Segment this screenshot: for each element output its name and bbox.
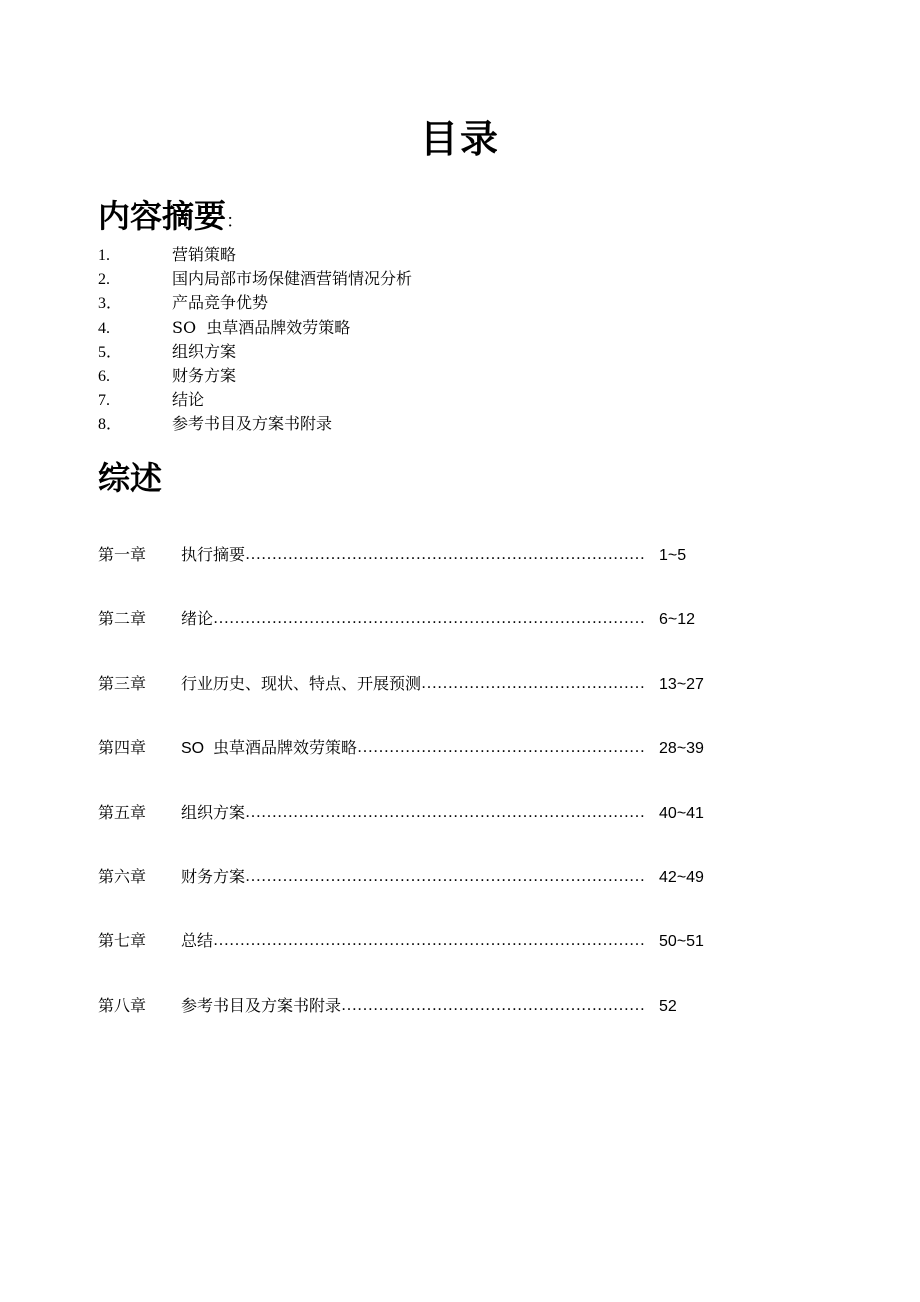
summary-item-text: 参考书目及方案书附录	[172, 414, 333, 434]
toc-chapter-title: 总结	[181, 931, 214, 951]
toc-chapter-title: 执行摘要	[181, 545, 246, 564]
summary-item-number: 1.	[98, 247, 110, 264]
toc-page-range: 50~51	[659, 933, 704, 951]
toc-chapter-title: 行业历史、现状、特点、开展预测	[181, 673, 422, 693]
toc-page-range: 42~49	[659, 868, 704, 886]
toc-chapter-title: 参考书目及方案书附录	[181, 995, 342, 1015]
toc-entry	[98, 541, 738, 605]
toc-page-range: 6~12	[659, 611, 696, 629]
toc-chapter-label: 第四章	[98, 738, 147, 758]
toc-page-range: 40~41	[659, 804, 704, 822]
toc-page-range: 52	[659, 997, 677, 1015]
toc-chapter-label: 第二章	[98, 609, 147, 629]
toc-dot-leader: …………………………………………………………………	[245, 867, 646, 885]
toc-chapter-label: 第三章	[98, 673, 147, 693]
toc-dot-leader: ………………………………………………	[357, 739, 646, 757]
toc-entry	[98, 605, 738, 669]
summary-item	[98, 267, 412, 291]
summary-item-number: 3．	[98, 295, 123, 313]
summary-heading	[98, 197, 245, 235]
summary-item-number: 4.	[98, 319, 110, 337]
summary-item-number: 7.	[98, 392, 110, 410]
toc-dot-leader: …………………………………………………………………	[245, 803, 646, 821]
table-of-contents	[98, 541, 738, 1056]
toc-dot-leader: …………………………………………………………………	[245, 546, 646, 563]
summary-item	[98, 412, 412, 436]
toc-chapter-label: 第八章	[98, 995, 147, 1015]
toc-page-range: 1~5	[659, 547, 687, 564]
summary-list	[98, 243, 412, 437]
toc-chapter-label: 第六章	[98, 866, 147, 886]
summary-item-text: 营销策略	[172, 245, 237, 264]
summary-item	[98, 364, 412, 388]
summary-item	[98, 388, 412, 412]
toc-entry	[98, 927, 738, 991]
toc-chapter-title: 绪论	[181, 609, 214, 629]
summary-item-number: 5．	[98, 343, 123, 361]
toc-dot-leader: ………………………………………………………………………	[213, 610, 646, 628]
summary-item-number: 8．	[98, 416, 123, 434]
summary-item-text: 国内局部市场保健酒营销情况分析	[172, 269, 413, 289]
overview-heading: 综述	[98, 459, 163, 497]
toc-chapter-title: 组织方案	[181, 802, 246, 822]
toc-entry	[98, 992, 738, 1056]
toc-chapter-title: SO 虫草酒品牌效劳策略	[181, 740, 358, 758]
toc-dot-leader: ………………………………………………………………………	[213, 932, 646, 950]
toc-entry	[98, 670, 738, 734]
toc-entry	[98, 863, 738, 927]
summary-heading-colon: ：	[226, 211, 245, 232]
toc-page-range: 28~39	[659, 740, 704, 758]
summary-item-text: 产品竞争优势	[172, 293, 269, 313]
summary-item-text: 组织方案	[172, 341, 237, 361]
summary-item	[98, 340, 412, 364]
toc-entry	[98, 799, 738, 863]
summary-item	[98, 316, 412, 340]
toc-entry	[98, 734, 738, 798]
toc-chapter-title: 财务方案	[181, 866, 246, 886]
toc-chapter-label: 第一章	[98, 545, 147, 564]
summary-item-text: 财务方案	[172, 365, 237, 385]
toc-dot-leader: ……………………………………	[421, 674, 646, 692]
toc-page-range: 13~27	[659, 675, 704, 693]
summary-item	[98, 291, 412, 315]
summary-heading-text: 内容摘要	[98, 197, 227, 235]
summary-item-number: 2.	[98, 271, 110, 289]
toc-dot-leader: …………………………………………………	[341, 996, 646, 1014]
summary-item-number: 6.	[98, 367, 110, 385]
toc-chapter-label: 第五章	[98, 802, 147, 822]
toc-chapter-label: 第七章	[98, 931, 147, 951]
page-title: 目录	[419, 117, 500, 161]
summary-item	[98, 243, 412, 267]
summary-item-text: SO 虫草酒品牌效劳策略	[172, 317, 351, 337]
summary-item-text: 结论	[172, 390, 205, 410]
